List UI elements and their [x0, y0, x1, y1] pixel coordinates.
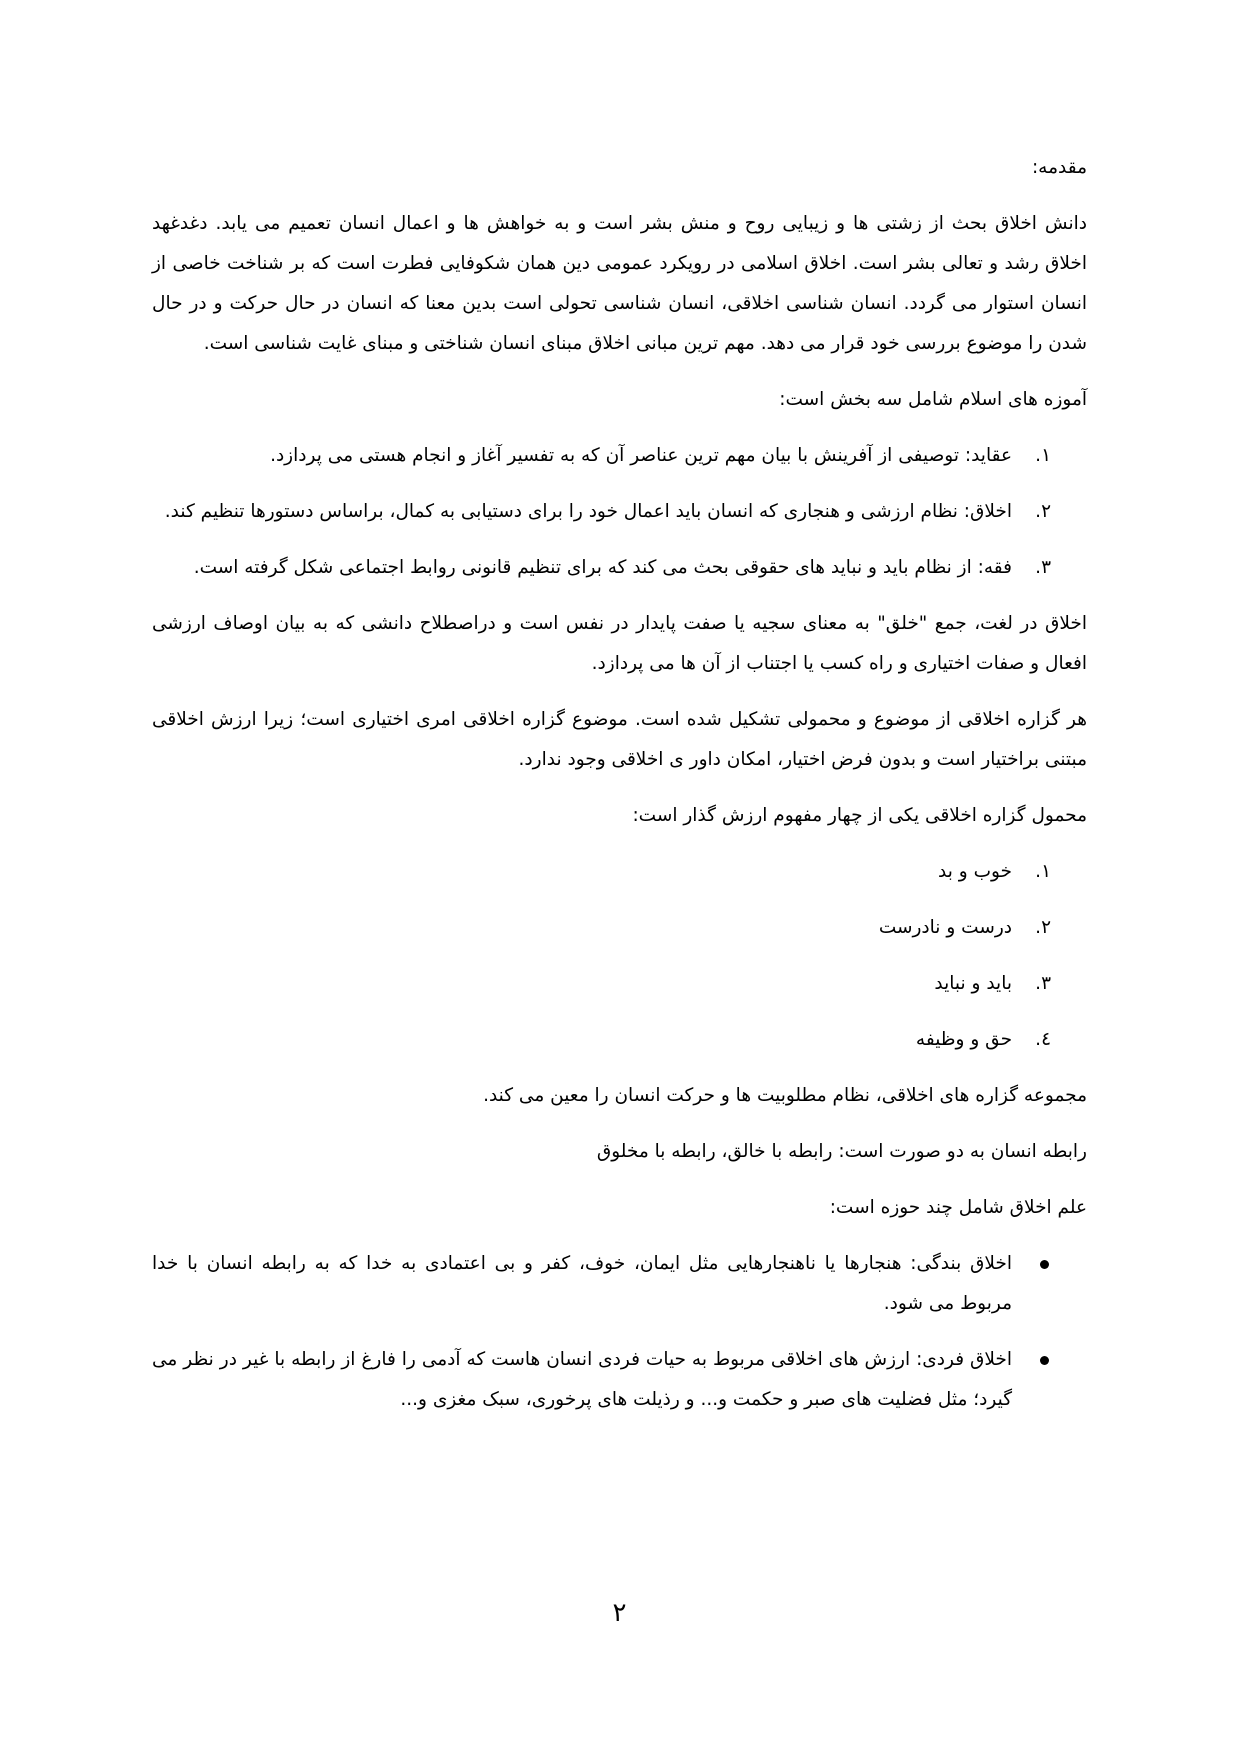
list-item [152, 964, 1087, 1004]
list-number: ١. [1035, 445, 1051, 466]
teachings-list [152, 436, 1087, 588]
list-item [152, 1244, 1087, 1324]
list-item [152, 852, 1087, 892]
list-number: ١. [1035, 861, 1051, 882]
relation-paragraph: رابطه انسان به دو صورت است: رابطه با خالق، رابطه با مخلوق [596, 1141, 1087, 1162]
list-item [152, 908, 1087, 948]
list-item-text: اخلاق فردی: ارزش های اخلاقی مربوط به حیات فردی انسان هاست که آدمی را فارغ از رابطه با غیر در نظر می گیرد؛ مثل فضلیت های صبر و حکمت و... و رذیلت های پرخوری، سبک مغزی و... [152, 1349, 1012, 1410]
list-item [152, 436, 1087, 476]
section-heading: مقدمه: [1031, 157, 1087, 178]
list-item-text: باید و نباید [934, 973, 1012, 994]
teachings-intro: آموزه های اسلام شامل سه بخش است: [779, 389, 1087, 410]
list-item-text: حق و وظیفه [915, 1029, 1012, 1050]
predicate-intro: محمول گزاره اخلاقی یکی از چهار مفهوم ارزش گذار است: [632, 805, 1087, 826]
list-item-text: عقاید: توصیفی از آفرینش با بیان مهم ترین عناصر آن که به تفسیر آغاز و انجام هستی می پردازد. [270, 445, 1012, 466]
list-item [152, 1340, 1087, 1420]
fields-intro: علم اخلاق شامل چند حوزه است: [829, 1197, 1087, 1218]
predicates-list [152, 852, 1087, 1060]
list-item-text: فقه: از نظام باید و نباید های حقوقی بحث می کند که برای تنظیم قانونی روابط اجتماعی شکل گرفته است. [193, 557, 1012, 578]
proposition-paragraph: هر گزاره اخلاقی از موضوع و محمولی تشکیل شده است. موضوع گزاره اخلاقی امری اختیاری است؛ زیرا ارزش اخلاقی مبتنی براختیار است و بدون فرض اختیار، امکان داور ی اخلاقی وجود ندارد. [152, 709, 1087, 770]
list-item-text: درست و نادرست [878, 917, 1012, 938]
list-item-text: خوب و بد [938, 861, 1012, 882]
page-number: ٢ [612, 1598, 627, 1628]
list-number: ٢. [1035, 917, 1051, 938]
definition-paragraph: اخلاق در لغت، جمع "خلق" به معنای سجیه یا صفت پایدار در نفس است و دراصطلاح دانشی که به بیان اوصاف ارزشی افعال و صفات اختیاری و راه کسب یا اجتناب از آن ها می پردازد. [152, 613, 1087, 674]
collection-paragraph: مجموعه گزاره های اخلاقی، نظام مطلوبیت ها و حرکت انسان را معین می کند. [483, 1085, 1087, 1106]
list-item-text: اخلاق: نظام ارزشی و هنجاری که انسان باید اعمال خود را برای دستیابی به کمال، براساس دستورها تنظیم کند. [164, 501, 1012, 522]
document-body [152, 148, 1087, 1436]
list-number: ٣. [1035, 973, 1051, 994]
list-number: ٣. [1035, 557, 1051, 578]
list-item [152, 548, 1087, 588]
bullet-icon [1040, 1356, 1049, 1365]
list-item [152, 1020, 1087, 1060]
fields-list [152, 1244, 1087, 1420]
list-item [152, 492, 1087, 532]
list-item-text: اخلاق بندگی: هنجارها یا ناهنجارهایی مثل ایمان، خوف، کفر و بی اعتمادی به خدا که به رابطه انسان با خدا مربوط می شود. [152, 1253, 1012, 1314]
intro-paragraph: دانش اخلاق بحث از زشتی ها و زیبایی روح و منش بشر است و به خواهش ها و اعمال انسان تعمیم می یابد. دغدغهد اخلاق رشد و تعالی بشر است. اخلاق اسلامی در رویکرد عمومی دین همان شکوفایی فطرت است که بر شناخت خاصی از انسان استوار می گردد. انسان شناسی اخلاقی، انسان شناسی تحولی است بدین معنا که انسان در حال حرکت و در حال شدن را موضوع بررسی خود قرار می دهد. مهم ترین مبانی اخلاق مبنای انسان شناختی و مبنای غایت شناسی است. [152, 213, 1087, 354]
bullet-icon [1040, 1260, 1049, 1269]
list-number: ٤. [1035, 1029, 1051, 1050]
list-number: ٢. [1035, 501, 1051, 522]
